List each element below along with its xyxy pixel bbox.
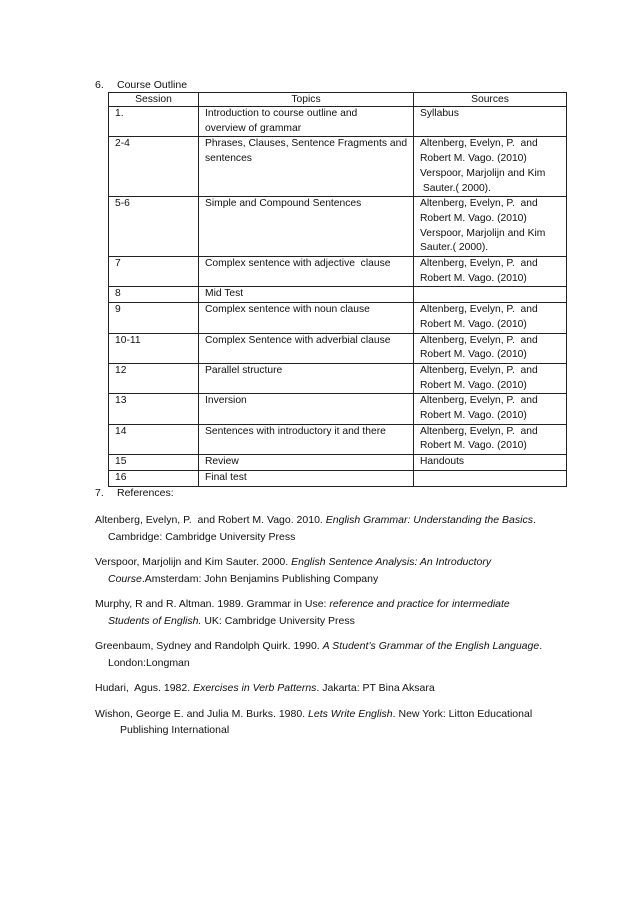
header-session: Session [109, 93, 199, 107]
table-row [109, 455, 567, 471]
session-cell: 14 [109, 424, 199, 454]
reference-line [95, 512, 565, 529]
table-header-row [109, 93, 567, 107]
topic-line: Inversion [205, 395, 247, 407]
session-cell: 8 [109, 287, 199, 303]
topic-line: Complex sentence with noun clause [205, 304, 370, 316]
table-row [109, 137, 567, 197]
topic-cell [199, 137, 414, 197]
reference-text: Publishing International [120, 724, 230, 736]
reference-line [95, 554, 565, 571]
topic-line: Simple and Compound Sentences [205, 198, 362, 210]
reference-entry [95, 680, 565, 697]
references-list [95, 512, 565, 748]
topic-line: Final test [205, 471, 247, 483]
session-cell: 16 [109, 470, 199, 486]
source-line: Verspoor, Marjolijn and Kim [420, 167, 546, 179]
reference-text: UK: Cambridge University Press [201, 614, 355, 627]
reference-text: . Jakarta: PT Bina Aksara [316, 682, 435, 694]
topic-line: overview of grammar [205, 122, 302, 134]
source-cell [414, 455, 567, 471]
session-cell: 1. [109, 107, 199, 137]
reference-line [95, 722, 565, 739]
table-row [109, 303, 567, 333]
reference-text: . [539, 640, 543, 652]
source-cell [414, 197, 567, 257]
reference-line [95, 529, 565, 546]
session-cell: 9 [109, 303, 199, 333]
topic-line: Complex sentence with adjective clause [205, 258, 391, 270]
source-line: Robert M. Vago. (2010) [420, 153, 527, 165]
topic-cell [199, 257, 414, 287]
source-line: Altenberg, Evelyn, P. and [420, 258, 538, 270]
reference-text: Wishon, George E. and Julia M. Burks. 1980. [95, 707, 309, 720]
source-cell [414, 257, 567, 287]
reference-text: London:Longman [108, 656, 190, 669]
table-row [109, 197, 567, 257]
source-cell [414, 137, 567, 197]
topic-cell [199, 363, 414, 393]
source-line: Robert M. Vago. (2010) [420, 318, 527, 330]
reference-title: A Student’s Grammar of the English Language [322, 640, 540, 652]
source-cell [414, 287, 567, 303]
reference-title: English Sentence Analysis: An Introductory [291, 556, 492, 568]
reference-title: Exercises in Verb Patterns [193, 682, 317, 694]
table-row [109, 287, 567, 303]
reference-text: Altenberg, Evelyn, P. and Robert M. Vago. 2010. [95, 514, 326, 526]
session-cell: 5-6 [109, 197, 199, 257]
table-row [109, 333, 567, 363]
course-outline-heading [95, 79, 187, 92]
reference-title: Lets Write English [308, 707, 393, 720]
source-line: Robert M. Vago. (2010) [420, 349, 527, 361]
reference-line [95, 571, 565, 588]
topic-cell [199, 197, 414, 257]
reference-line [95, 638, 565, 655]
topic-line: Introduction to course outline and [205, 108, 358, 119]
source-line: Altenberg, Evelyn, P. and [420, 395, 538, 407]
topic-line: sentences [205, 153, 252, 165]
section-number: 6. [95, 79, 104, 91]
source-line: Altenberg, Evelyn, P. and [420, 138, 538, 150]
course-outline-table [108, 92, 567, 487]
source-line: Syllabus [420, 108, 459, 119]
session-cell: 13 [109, 394, 199, 424]
session-cell: 10-11 [109, 333, 199, 363]
session-cell: 7 [109, 257, 199, 287]
reference-line [95, 680, 565, 697]
reference-line [95, 706, 565, 723]
header-sources: Sources [414, 93, 567, 107]
reference-text: Greenbaum, Sydney and Randolph Quirk. 1990. [95, 640, 323, 652]
topic-cell [199, 455, 414, 471]
topic-line: Mid Test [205, 288, 244, 300]
references-heading [95, 486, 174, 500]
session-cell: 15 [109, 455, 199, 471]
source-cell [414, 363, 567, 393]
source-line: Handouts [420, 456, 465, 468]
source-line: Altenberg, Evelyn, P. and [420, 425, 538, 437]
source-line: Altenberg, Evelyn, P. and [420, 304, 538, 316]
source-cell [414, 107, 567, 137]
topic-line: Complex Sentence with adverbial clause [205, 334, 391, 346]
source-cell [414, 424, 567, 454]
reference-title: Course [108, 572, 142, 585]
reference-entry [95, 596, 565, 629]
reference-title: Students of English. [108, 614, 202, 627]
session-cell: 12 [109, 363, 199, 393]
topic-cell [199, 333, 414, 363]
table-row [109, 107, 567, 137]
reference-line [95, 655, 565, 672]
table-body [109, 107, 567, 487]
source-line: Robert M. Vago. (2010) [420, 410, 527, 422]
topic-cell [199, 394, 414, 424]
reference-entry [95, 554, 565, 587]
section-title: References: [117, 487, 174, 499]
reference-line [95, 596, 565, 613]
source-cell [414, 303, 567, 333]
source-line: Altenberg, Evelyn, P. and [420, 364, 538, 376]
topic-cell [199, 287, 414, 303]
table-row [109, 257, 567, 287]
topic-line: Phrases, Clauses, Sentence Fragments and [205, 138, 408, 150]
topic-cell [199, 303, 414, 333]
reference-line [95, 613, 565, 630]
source-line: Altenberg, Evelyn, P. and [420, 198, 538, 210]
session-cell: 2-4 [109, 137, 199, 197]
source-line: Robert M. Vago. (2010) [420, 379, 527, 391]
reference-text: .Amsterdam: John Benjamins Publishing Company [141, 572, 379, 585]
reference-entry [95, 706, 565, 739]
source-line: Altenberg, Evelyn, P. and [420, 334, 538, 346]
source-cell [414, 394, 567, 424]
section-title: Course Outline [117, 79, 188, 91]
table-row [109, 363, 567, 393]
table-row [109, 424, 567, 454]
reference-text: Hudari, Agus. 1982. [95, 682, 194, 694]
table-row [109, 394, 567, 424]
source-line: Sauter.( 2000). [420, 242, 489, 254]
reference-entry [95, 638, 565, 671]
topic-line: Sentences with introductory it and there [205, 425, 386, 437]
section-number: 7. [95, 487, 104, 499]
reference-title: English Grammar: Understanding the Basics [325, 514, 533, 526]
table-row [109, 470, 567, 486]
reference-title: reference and practice for intermediate [329, 598, 510, 610]
source-line: Robert M. Vago. (2010) [420, 440, 527, 452]
topic-cell [199, 470, 414, 486]
topic-line: Parallel structure [205, 364, 283, 376]
topic-cell [199, 107, 414, 137]
source-cell [414, 333, 567, 363]
reference-entry [95, 512, 565, 545]
header-topics: Topics [199, 93, 414, 107]
reference-text: . [532, 514, 536, 526]
source-line: Robert M. Vago. (2010) [420, 212, 527, 224]
reference-text: . New York: Litton Educational [392, 707, 533, 720]
reference-text: Verspoor, Marjolijn and Kim Sauter. 2000. [95, 556, 292, 568]
topic-cell [199, 424, 414, 454]
reference-text: Murphy, R and R. Altman. 1989. Grammar in Use: [95, 598, 330, 610]
topic-line: Review [205, 456, 239, 468]
source-line: Verspoor, Marjolijn and Kim [420, 227, 546, 239]
reference-text: Cambridge: Cambridge University Press [108, 530, 296, 543]
source-line: Sauter.( 2000). [420, 182, 491, 194]
source-cell [414, 470, 567, 486]
source-line: Robert M. Vago. (2010) [420, 272, 527, 284]
